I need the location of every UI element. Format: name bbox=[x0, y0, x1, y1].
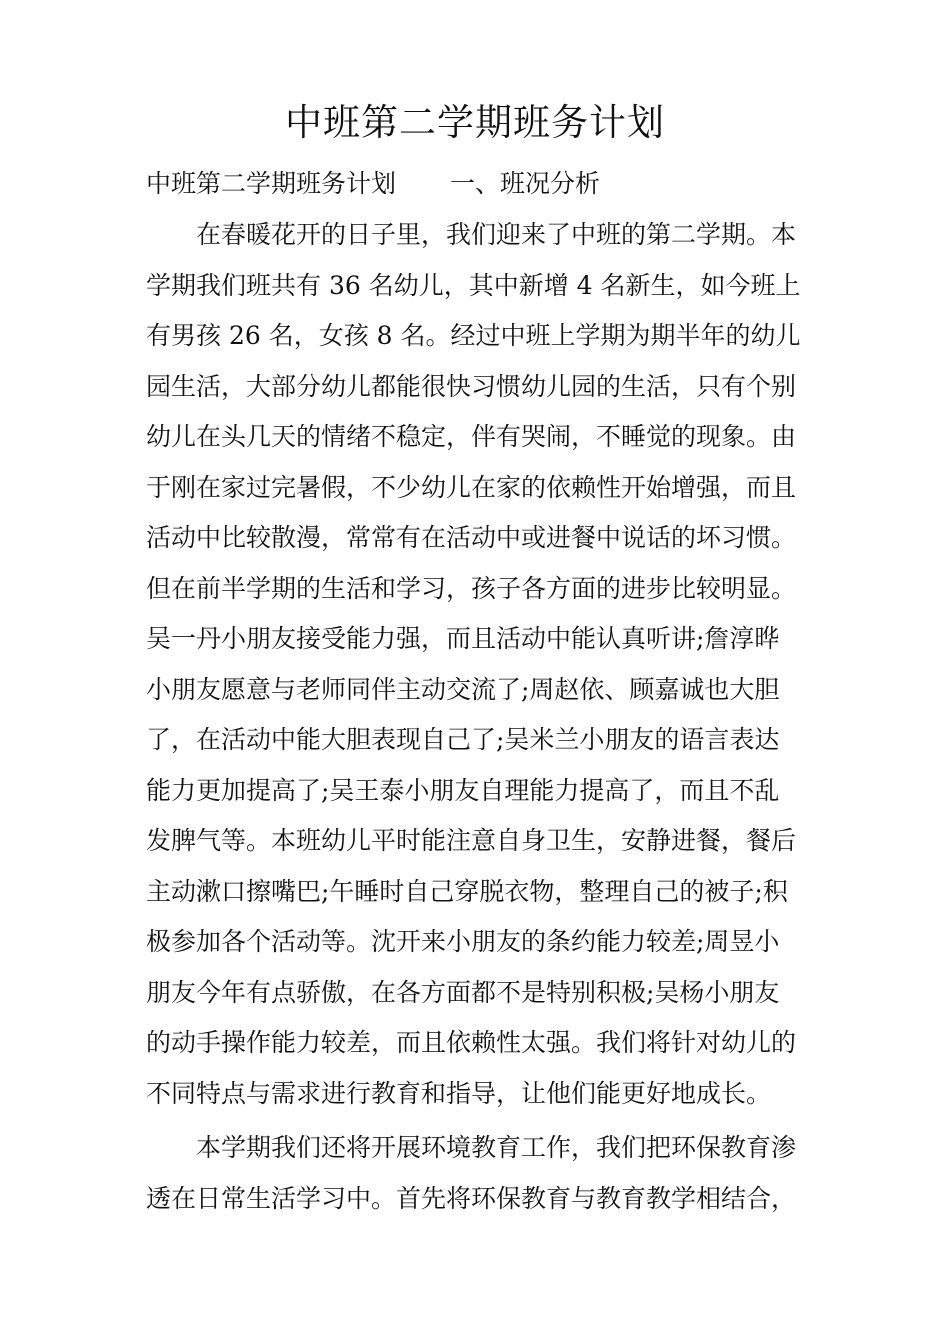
paragraph-line: 园生活，大部分幼儿都能很快习惯幼儿园的生活，只有个别 bbox=[146, 371, 797, 401]
paragraph-line: 的动手操作能力较差，而且依赖性太强。我们将针对幼儿的 bbox=[146, 1028, 797, 1057]
document-body bbox=[146, 210, 806, 1224]
paragraph-line: 极参加各个活动等。沈开来小朋友的条约能力较差;周昱小 bbox=[146, 927, 780, 956]
document-title: 中班第二学期班务计划 bbox=[285, 101, 665, 144]
paragraph-line: 学期我们班共有 36 名幼儿，其中新增 4 名新生，如今班上 bbox=[146, 270, 801, 300]
paragraph-line: 于刚在家过完暑假，不少幼儿在家的依赖性开始增强，而且 bbox=[146, 472, 797, 502]
subheading-title: 中班第二学期班务计划 bbox=[146, 169, 397, 198]
paragraph-line: 朋友今年有点骄傲，在各方面都不是特别积极;吴杨小朋友 bbox=[146, 977, 780, 1007]
paragraph-line: 发脾气等。本班幼儿平时能注意自身卫生，安静进餐，餐后 bbox=[146, 826, 797, 855]
paragraph-line: 在春暖花开的日子里，我们迎来了中班的第二学期。本 bbox=[196, 220, 797, 249]
paragraph-environment-education bbox=[146, 1123, 806, 1224]
paragraph-line: 了，在活动中能大胆表现自己了;吴米兰小朋友的语言表达 bbox=[146, 725, 780, 754]
paragraph-line: 不同特点与需求进行教育和指导，让他们能更好地成长。 bbox=[146, 1078, 772, 1108]
paragraph-line: 但在前半学期的生活和学习，孩子各方面的进步比较明显。 bbox=[146, 573, 797, 603]
document-subheading bbox=[146, 162, 806, 206]
paragraph-class-analysis bbox=[146, 210, 806, 1119]
section-heading: 一、班况分析 bbox=[450, 169, 601, 198]
paragraph-line: 有男孩 26 名，女孩 8 名。经过中班上学期为期半年的幼儿 bbox=[146, 321, 801, 350]
paragraph-line: 主动漱口擦嘴巴;午睡时自己穿脱衣物，整理自己的被子;积 bbox=[146, 876, 788, 906]
paragraph-line: 能力更加提高了;吴王泰小朋友自理能力提高了，而且不乱 bbox=[146, 775, 780, 805]
paragraph-line: 透在日常生活学习中。首先将环保教育与教育教学相结合， bbox=[146, 1183, 797, 1213]
paragraph-line: 本学期我们还将开展环境教育工作，我们把环保教育渗 bbox=[196, 1133, 797, 1162]
paragraph-line: 吴一丹小朋友接受能力强，而且活动中能认真听讲;詹淳晔 bbox=[146, 624, 780, 653]
paragraph-line: 活动中比较散漫，常常有在活动中或进餐中说话的坏习惯。 bbox=[146, 523, 797, 552]
paragraph-line: 幼儿在头几天的情绪不稳定，伴有哭闹，不睡觉的现象。由 bbox=[146, 422, 797, 451]
paragraph-line: 小朋友愿意与老师同伴主动交流了;周赵依、顾嘉诚也大胆 bbox=[146, 674, 780, 704]
